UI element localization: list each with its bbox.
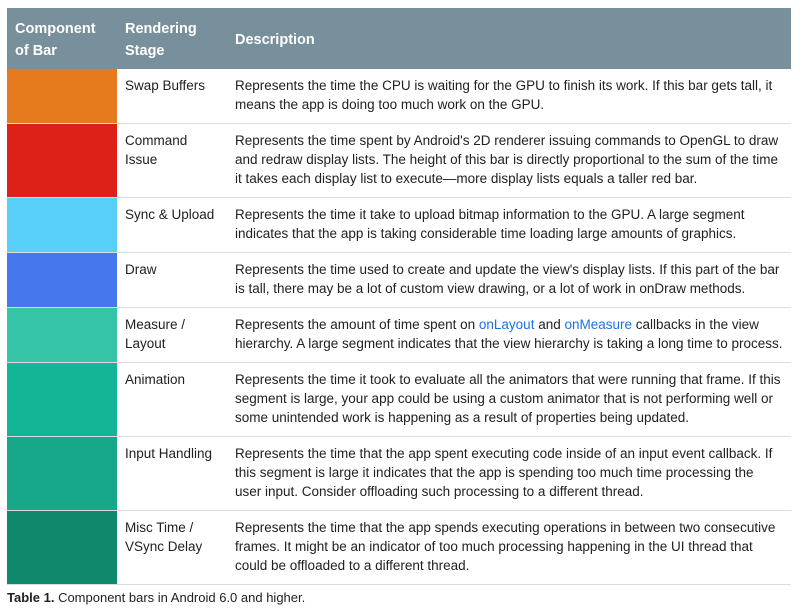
stage-cell: Misc Time / VSync Delay [125,520,203,554]
description-cell: Represents the time the CPU is waiting for the GPU to finish its work. If this bar gets tall, it means the app is doing too much work on the GPU. [235,78,773,112]
color-swatch [7,124,117,197]
caption-label: Table 1. [7,590,55,605]
description-cell: Represents the time that the app spends executing operations in between two consecutive frames. It might be an indicator of too much processing happening in the UI thread that could be offloaded to a different thread. [235,520,776,573]
description-cell: Represents the time it take to upload bitmap information to the GPU. A large segment indicates that the app is taking considerable time loading large amounts of graphics. [235,207,745,241]
table-row [7,308,791,363]
table-row [7,69,791,124]
header-stage: Rendering Stage [125,21,197,59]
color-swatch [7,308,117,362]
color-swatch [7,511,117,584]
onlayout-link[interactable]: onLayout [478,317,535,332]
stage-cell: Input Handling [125,446,213,461]
description-text: and [534,317,565,332]
stage-cell: Measure / Layout [125,317,186,351]
component-bars-table [7,8,791,585]
color-swatch [7,437,117,510]
stage-cell: Swap Buffers [125,78,206,93]
description-text: callbacks in the view hierarchy. A large segment indicates that the view hierarchy is taking a long time to process. [235,317,783,351]
description-cell: Represents the time it took to evaluate all the animators that were running that frame. If this segment is large, your app could be using a custom animator that is not performing well or some unintended work is happening as a result of properties being updated. [235,372,781,425]
table-row [7,511,791,585]
description-cell: Represents the time that the app spent executing code inside of an input event callback. If this segment is large it indicates that the app is spending too much time processing the user input. Consider offloading such processing to a different thread. [235,446,773,499]
header-description: Description [235,32,315,48]
table-row [7,363,791,437]
description-text: Represents the amount of time spent on [235,317,479,332]
stage-cell: Command Issue [125,133,188,167]
table-row [7,198,791,253]
description-cell [227,308,791,362]
table-row [7,253,791,308]
color-swatch [7,69,117,123]
stage-cell: Sync & Upload [125,207,215,222]
color-swatch [7,253,117,307]
color-swatch [7,198,117,252]
onmeasure-link[interactable]: onMeasure [564,317,633,332]
table-header [7,8,791,69]
table-row [7,124,791,198]
stage-cell: Animation [125,372,186,387]
description-cell: Represents the time spent by Android's 2D renderer issuing commands to OpenGL to draw and redraw display lists. The height of this bar is directly proportional to the sum of the time it takes each display list to execute—more display lists equals a taller red bar. [235,133,779,186]
header-component: Component of Bar [15,21,96,59]
table-caption [7,590,305,605]
table-row [7,437,791,511]
stage-cell: Draw [125,262,157,277]
color-swatch [7,363,117,436]
caption-text: Component bars in Android 6.0 and higher. [54,590,306,605]
description-cell: Represents the time used to create and update the view's display lists. If this part of the bar is tall, there may be a lot of custom view drawing, or a lot of work in onDraw methods. [235,262,780,296]
